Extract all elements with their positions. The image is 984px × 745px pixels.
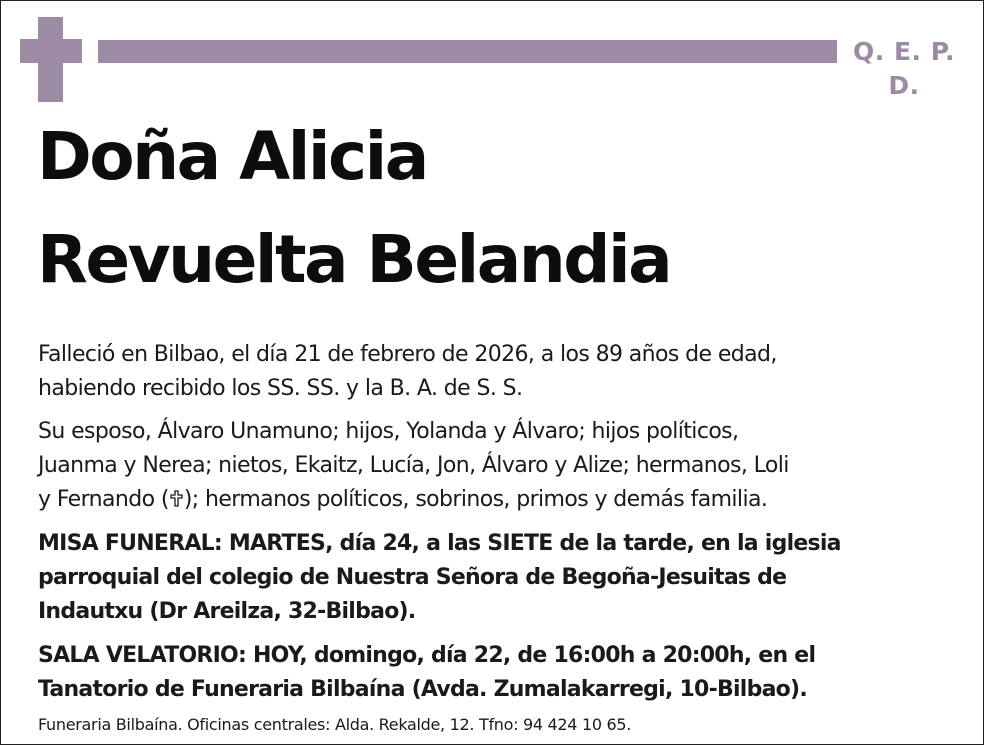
deceased-name-line2: Revuelta Belandia [37,221,671,298]
wake-line: SALA VELATORIO: HOY, domingo, día 22, de 16:00h a 20:00h, en el [38,643,816,668]
funeral-mass-line: MISA FUNERAL: MARTES, día 24, a las SIETE de la tarde, en la iglesia [38,531,841,556]
header-rule [98,40,837,63]
family-line: Juanma y Nerea; nietos, Ekaitz, Lucía, Jon, Álvaro y Alize; hermanos, Loli [38,453,789,478]
family-line: Su esposo, Álvaro Unamuno; hijos, Yolanda y Álvaro; hijos políticos, [38,419,739,444]
funeral-mass-line: parroquial del colegio de Nuestra Señora de Begoña-Jesuitas de [38,565,787,590]
funeral-mass-line: Indautxu (Dr Areilza, 32-Bilbao). [38,599,416,624]
qepd-label: Q. E. P. D. [853,37,955,100]
wake-line: Tanatorio de Funeraria Bilbaína (Avda. Zumalakarregi, 10-Bilbao). [38,677,807,702]
family-paragraph [38,415,938,517]
funeral-mass-paragraph [38,527,938,629]
family-line-text: y Fernando ( [38,487,169,512]
wake-paragraph [38,639,938,707]
cross-icon-arm [20,39,82,63]
family-line-text: ); hermanos políticos, sobrinos, primos y demás familia. [183,487,768,512]
deceased-name-line1: Doña Alicia [37,118,427,195]
deceased-cross-icon [170,490,183,507]
footer-contact: Funeraria Bilbaína. Oficinas centrales: Alda. Rekalde, 12. Tfno: 94 424 10 65. [38,715,632,734]
death-notice-paragraph [38,338,938,406]
family-line [38,483,938,517]
death-notice-line: Falleció en Bilbao, el día 21 de febrero de 2026, a los 89 años de edad, [38,342,777,367]
death-notice-line: habiendo recibido los SS. SS. y la B. A. de S. S. [38,376,523,401]
